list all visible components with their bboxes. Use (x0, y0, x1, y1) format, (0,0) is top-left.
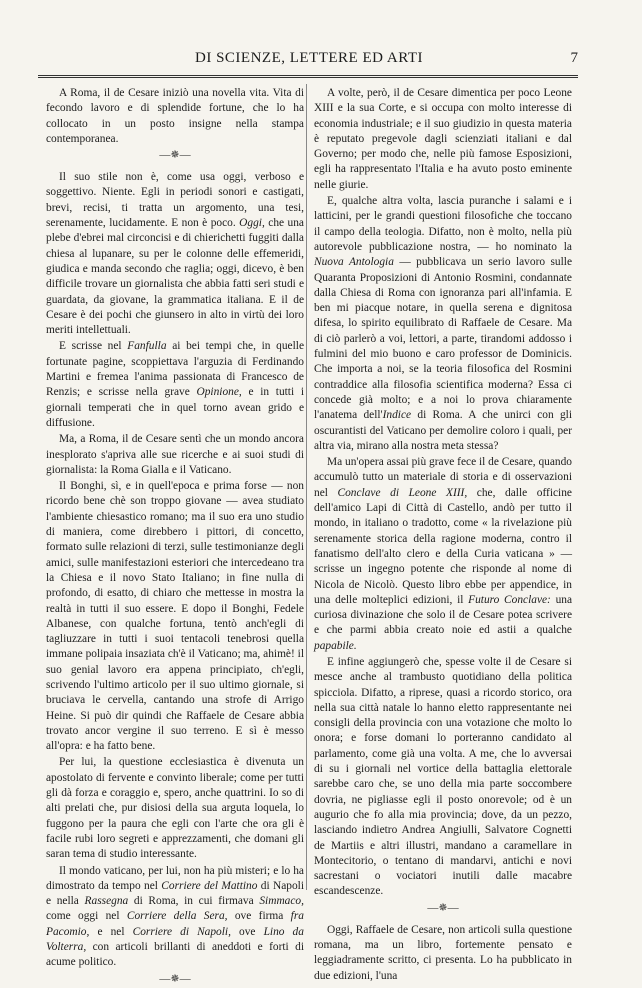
paragraph: Il Bonghi, sì, e in quell'epoca e prima forse — non ricordo bene chè son troppo giovane — avea studiato l'ambiente chiesastico romano; ma il suo era uno studio di maniera, come direbbero i pittori, di concetto, formato sulle relazioni di terzi, sulle testimonianze degli amici, sulle manifestazioni esteriori che intercedeano tra la Chiesa e il novo Stato Italiano; in fine nulla di profondo, di esatto, di chiaro che mettesse in mostra la realtà in tutti il suo essere. E dopo il Bonghi, Fedele Albanese, con qualche fortuna, tentò anch'egli di tagliuzzare in tutti i suoi tentacoli tenebrosi quella immane polipaia insaziata ch'è il Vaticano; ma, ahimè! il suo genial lavoro era appena principiato, ch'egli, scrivendo l'ultimo articolo per il suo ultimo giornale, si bruciava le cervella, cantando una strofe di Arrigo Heine. Si può dir quindi che Raffaele de Cesare abbia trovato ancor vergine il suo terreno. E sì è messo all'opra: e ha fatto bene. (46, 480, 304, 753)
header-double-rule (38, 75, 578, 78)
paragraph: E scrisse nel Fanfulla ai bei tempi che, in quelle fortunate pagine, scoppiettava l'arguzia di Ferdinando Martini e fremea l'anima passionata di Francesco de Renzis; e scrisse nella grave Opinione, e in tutti i giornali temperati che in quel torno avean grido e diffusione. (46, 340, 304, 429)
paragraph: Per lui, la questione ecclesiastica è divenuta un apostolato di fervente e convinto liberale; come per tutti gli dà forza e coraggio e, spero, anche quattrini. Io so di alti prelati che, pur disiosi della sua arguta loquela, lo fuggono per la paura che egli con l'arte che ora gli è facile rubi loro segreti e apprezzamenti, che domani gli saran tema di studio interessante. (46, 756, 304, 861)
paragraph: Il mondo vaticano, per lui, non ha più misteri; e lo ha dimostrato da tempo nel Corriere del Mattino di Napoli e nella Rassegna di Roma, in cui firmava Simmaco, come oggi nel Corriere della Sera, ove firma fra Pacomio, e nel Corriere di Napoli, ove Lino da Volterra, con articoli brillanti di aneddoti e forti di acume politico. (46, 864, 304, 969)
journal-title: DI SCIENZE, LETTERE ED ARTI (195, 50, 423, 66)
left-column (46, 86, 304, 985)
running-header (40, 50, 578, 72)
right-column (314, 86, 573, 982)
section-separator: —✵— (159, 149, 191, 162)
paragraph: E, qualche altra volta, lascia puranche i salami e i latticini, per le grandi questioni filosofiche che toccano il campo della teologia. Difatto, non è molto, nella più autorevole pubblicazione nostra, — ho nominato la Nuova Antologia — pubblicava un serio lavoro sulle Quaranta Proposizioni di Antonio Rosmini, condannate dalla Chiesa di Roma con ignoranza pari all'infamia. E ben mi piacque notare, in quella serena e dignitosa difesa, lo spirito equilibrato di Raffaele de Cesare. Ma di ciò parlerò a voi, lettori, a parte, tirandomi addosso i fulmini del mio buono e caro professor de Dominicis. Che importa a noi, se la teoria filosofica del Rosmini contraddice alla filosofia scientifica moderna? Essa ci concede già molto; e a noi lo prova chiaramente l'anatema dell'Indice di Roma. A che unirci con gli oscurantisti del Vaticano per demolire coloro i quali, per altra via, mirano alla nostra meta stessa? (314, 195, 573, 452)
paragraph: Ma, a Roma, il de Cesare sentì che un mondo ancora inesplorato s'apriva alle sue ricerche e ai suoi studi di giornalista: la Roma Gialla e il Vaticano. (46, 433, 304, 476)
section-separator: —✵— (159, 972, 191, 985)
paragraph: Oggi, Raffaele de Cesare, non articoli sulla questione romana, ma un libro, fortemente pensato e leggiadramente scritto, ci presenta. Lo ha pubblicato in due edizioni, l'una (314, 923, 572, 982)
paragraph: A Roma, il de Cesare iniziò una novella vita. Vita di fecondo lavoro e di splendide fortune, che lo ha collocato in un posto insigne nella stampa contemporanea. (46, 87, 304, 145)
page-number: 7 (570, 50, 578, 66)
column-divider (306, 84, 307, 890)
paragraph: A volte, però, il de Cesare dimentica per poco Leone XIII e la sua Corte, e si occupa con molto interesse di economia industriale; e il suo giudizio in questa materia è reputato pregevole dagli scienziati italiani e dal Governo; per modo che, nelle più famose Esposizioni, egli ha rappresentato l'Italia e ha avuto posto eminente nelle giurie. (314, 87, 572, 191)
section-separator: —✵— (427, 901, 459, 914)
paragraph: E infine aggiungerò che, spesse volte il de Cesare si mesce anche al trambusto quotidiano della politica spicciola. Difatto, a riprese, quasi a ricordo storico, ora nella sua città natale lo hanno eletto rappresentante nei consigli della provincia con una votazione che molto lo onora; e forse domani lo porteranno candidato al parlamento, come già una volta. A me, che lo avversai di su i giornali nel vortice della battaglia elettorale sarebbe caro che, se uno della mia parte soccombere dovria, ne pigliasse egli il posto onorevole; od è un augurio che fo alla mia provincia; dove, da un pezzo, lasciando indietro Andrea Angiulli, Salvatore Cognetti de Martiis e altri illustri, mandano a caramellare in Montecitorio, o tentano di mandarvi, antichi e novi sacrestani o vociatori inutili dalle macabre escandescenze. (314, 655, 572, 898)
paragraph: Il suo stile non è, come usa oggi, verboso e soggettivo. Niente. Egli in periodi sonori e castigati, brevi, recisi, ti tratta un argomento, una tesi, serenamente, lucidamente. E non è poco. Oggi, che una plebe d'ebrei mal circoncisi e di chierichetti fuggiti dalla chiesa al lupanare, su per le colonne delle effemeridi, giudica e manda secondo che raglia; oggi, dicevo, è ben difficile trovare un giornalista che abbia fatti seri studi e guardata, da giovane, la grammatica italiana. E il de Cesare è dei pochi che giunsero in alto in virtù dei loro meriti intellettuali. (46, 171, 304, 337)
paragraph: Ma un'opera assai più grave fece il de Cesare, quando accumulò tutto un materiale di storia e di osservazioni nel Conclave di Leone XIII, che, dalle officine dell'amico Lapi di Città di Castello, andò per tutto il mondo, in italiano o tradotto, come « la rivelazione più serenamente storica della ragione moderna, contro il fanatismo dell'alto clero e della Curia vaticana » — scrisse un ingegno potente che risponde al nome di Nicola de Nicolò. Questo libro ebbe per appendice, in una delle molteplici edizioni, il Futuro Conclave: una curiosa divinazione che solo il de Cesare potea scrivere e che parmi abbia creato noie ed astii a qualche papabile. (314, 456, 573, 652)
